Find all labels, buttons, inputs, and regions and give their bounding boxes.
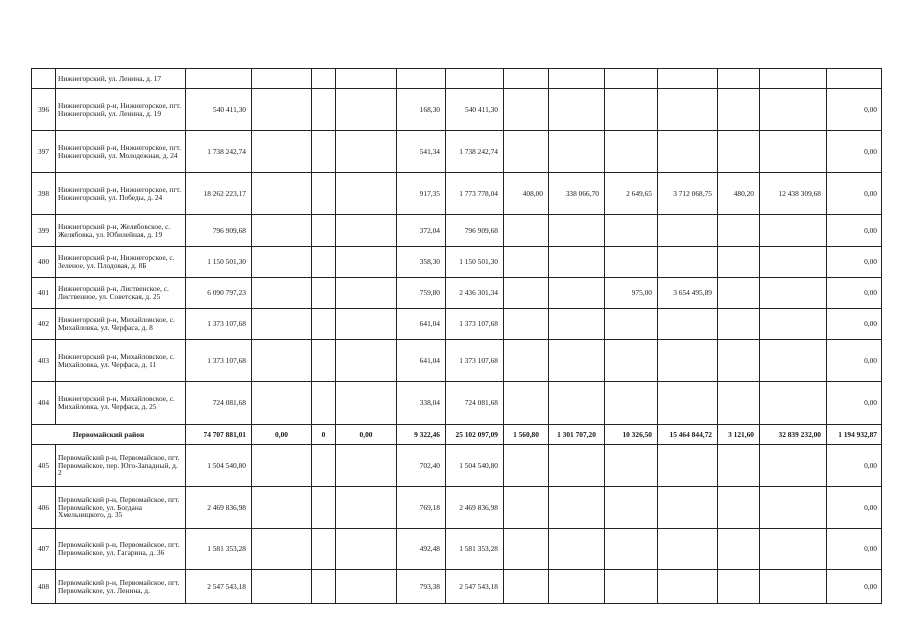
- cell: 12 438 309,68: [760, 173, 827, 215]
- cell: [504, 89, 549, 131]
- cell: [549, 309, 605, 340]
- cell: [312, 309, 336, 340]
- row-number: 401: [32, 278, 56, 309]
- cell: 1 560,80: [504, 425, 549, 445]
- cost-cell: 540 411,30: [186, 89, 252, 131]
- table-row: [32, 278, 882, 309]
- cell: 2 436 301,34: [446, 278, 504, 309]
- cell: 0,00: [827, 278, 882, 309]
- cell: 796 909,68: [446, 215, 504, 247]
- address-cell: Первомайский р-н, Первомайское, пгт. Первомайское, ул. Гагарина, д. 36: [56, 529, 186, 570]
- cell: [760, 278, 827, 309]
- cell: [312, 570, 336, 604]
- area-cell: 9 322,46: [397, 425, 446, 445]
- cell: [252, 309, 312, 340]
- row-number: 404: [32, 382, 56, 425]
- address-cell: Нижнегорский, ул. Ленина, д. 17: [56, 69, 186, 89]
- area-cell: 492,48: [397, 529, 446, 570]
- cell: [718, 340, 760, 382]
- area-cell: 338,04: [397, 382, 446, 425]
- cell: 724 081,68: [446, 382, 504, 425]
- cost-cell: [186, 69, 252, 89]
- cell: [336, 445, 397, 487]
- cell: 0,00: [827, 173, 882, 215]
- cell: 2 547 543,18: [446, 570, 504, 604]
- address-cell: Нижнегорский р-н, Михайловское, с. Михайловка, ул. Черфаса, д. 25: [56, 382, 186, 425]
- cell: 2 649,65: [605, 173, 658, 215]
- address-cell: Нижнегорский р-н, Нижнегорское, пгт. Нижнегорский, ул. Ленина, д. 19: [56, 89, 186, 131]
- cell: [760, 382, 827, 425]
- row-number: 402: [32, 309, 56, 340]
- cell: 25 102 097,09: [446, 425, 504, 445]
- register-table: [31, 68, 882, 604]
- cost-cell: 1 150 501,30: [186, 247, 252, 278]
- row-number: 406: [32, 487, 56, 529]
- table-row: [32, 131, 882, 173]
- cell: [252, 445, 312, 487]
- cost-cell: 796 909,68: [186, 215, 252, 247]
- table-row: [32, 309, 882, 340]
- cell: [718, 215, 760, 247]
- cell: [312, 69, 336, 89]
- cell: [658, 247, 718, 278]
- cell: [446, 69, 504, 89]
- row-number: 405: [32, 445, 56, 487]
- cell: [312, 445, 336, 487]
- cell: [504, 445, 549, 487]
- area-cell: 769,18: [397, 487, 446, 529]
- cell: 0,00: [252, 425, 312, 445]
- area-cell: [397, 69, 446, 89]
- cell: [549, 487, 605, 529]
- cell: [718, 382, 760, 425]
- cell: 0,00: [827, 382, 882, 425]
- cell: [504, 69, 549, 89]
- area-cell: 917,35: [397, 173, 446, 215]
- cell: 0,00: [827, 529, 882, 570]
- cell: [504, 382, 549, 425]
- cell: 3 712 068,75: [658, 173, 718, 215]
- cell: 1 773 778,04: [446, 173, 504, 215]
- cell: [760, 69, 827, 89]
- cell: [605, 215, 658, 247]
- cell: [549, 570, 605, 604]
- cell: 32 839 232,00: [760, 425, 827, 445]
- cell: [336, 382, 397, 425]
- cell: [252, 382, 312, 425]
- cost-cell: 18 262 223,17: [186, 173, 252, 215]
- cell: [718, 131, 760, 173]
- table-row: [32, 173, 882, 215]
- cell: [336, 215, 397, 247]
- cell: [658, 89, 718, 131]
- cell: [312, 382, 336, 425]
- cost-cell: 6 090 797,23: [186, 278, 252, 309]
- area-cell: 641,04: [397, 340, 446, 382]
- cell: [252, 173, 312, 215]
- cell: 1 373 107,68: [446, 340, 504, 382]
- cell: [605, 247, 658, 278]
- address-cell: Нижнегорский р-н, Лиственское, с. Лиственное, ул. Советская, д. 25: [56, 278, 186, 309]
- table-row: [32, 570, 882, 604]
- cell: [504, 131, 549, 173]
- district-name: Первомайский район: [32, 425, 186, 445]
- cell: [252, 570, 312, 604]
- cost-cell: 2 469 836,98: [186, 487, 252, 529]
- row-number: 398: [32, 173, 56, 215]
- area-cell: 358,30: [397, 247, 446, 278]
- address-cell: Нижнегорский р-н, Нижнегорское, пгт. Нижнегорский, ул. Молодежная, д. 24: [56, 131, 186, 173]
- address-cell: Нижнегорский р-н, Желябовское, с. Желябовка, ул. Юбилейная, д. 19: [56, 215, 186, 247]
- cell: [605, 382, 658, 425]
- cell: 1 194 932,87: [827, 425, 882, 445]
- cell: [549, 89, 605, 131]
- address-cell: Нижнегорский р-н, Нижнегорское, пгт. Нижнегорский, ул. Победы, д. 24: [56, 173, 186, 215]
- cell: [760, 487, 827, 529]
- cell: [718, 529, 760, 570]
- cell: [504, 529, 549, 570]
- cell: [336, 487, 397, 529]
- cell: 0: [312, 425, 336, 445]
- cell: [549, 340, 605, 382]
- cell: [605, 487, 658, 529]
- cell: [252, 247, 312, 278]
- cell: [312, 487, 336, 529]
- cell: [827, 69, 882, 89]
- cost-cell: 1 373 107,68: [186, 309, 252, 340]
- cell: [312, 173, 336, 215]
- cell: [549, 69, 605, 89]
- cell: [504, 487, 549, 529]
- cell: [312, 529, 336, 570]
- cell: [549, 445, 605, 487]
- cell: [312, 340, 336, 382]
- cell: [336, 131, 397, 173]
- row-number: [32, 69, 56, 89]
- cost-cell: 724 081,68: [186, 382, 252, 425]
- area-cell: 702,40: [397, 445, 446, 487]
- cell: [336, 89, 397, 131]
- cell: [718, 278, 760, 309]
- cell: [504, 247, 549, 278]
- table-row: [32, 340, 882, 382]
- cell: [658, 529, 718, 570]
- cell: [252, 131, 312, 173]
- cell: 1 581 353,28: [446, 529, 504, 570]
- cell: [718, 89, 760, 131]
- cell: [312, 278, 336, 309]
- cell: 2 469 836,98: [446, 487, 504, 529]
- table-row: [32, 529, 882, 570]
- cell: 1 373 107,68: [446, 309, 504, 340]
- cell: 1 150 501,30: [446, 247, 504, 278]
- cell: [760, 131, 827, 173]
- area-cell: 793,38: [397, 570, 446, 604]
- cell: [336, 69, 397, 89]
- cell: [718, 69, 760, 89]
- cost-cell: 1 373 107,68: [186, 340, 252, 382]
- cell: [658, 570, 718, 604]
- cell: 15 464 844,72: [658, 425, 718, 445]
- cell: [252, 487, 312, 529]
- cell: [760, 309, 827, 340]
- cell: 0,00: [827, 487, 882, 529]
- cell: [718, 487, 760, 529]
- cell: [658, 309, 718, 340]
- cell: [760, 529, 827, 570]
- cell: [718, 247, 760, 278]
- row-number: 403: [32, 340, 56, 382]
- address-cell: Первомайский р-н, Первомайское, пгт. Первомайское, ул. Богдана Хмельницкого, д. 35: [56, 487, 186, 529]
- table-row: [32, 247, 882, 278]
- cell: [658, 340, 718, 382]
- cell: 338 066,70: [549, 173, 605, 215]
- cell: [504, 340, 549, 382]
- cell: [312, 215, 336, 247]
- cell: [605, 69, 658, 89]
- cell: [336, 529, 397, 570]
- row-number: 408: [32, 570, 56, 604]
- table-row: [32, 69, 882, 89]
- cell: [549, 529, 605, 570]
- cell: 0,00: [827, 89, 882, 131]
- cell: [549, 382, 605, 425]
- table-row: [32, 445, 882, 487]
- address-cell: Нижнегорский р-н, Михайловское, с. Михайловка, ул. Черфаса, д. 11: [56, 340, 186, 382]
- cell: [718, 445, 760, 487]
- table-row: [32, 487, 882, 529]
- cell: [760, 215, 827, 247]
- cell: [605, 445, 658, 487]
- cell: [605, 529, 658, 570]
- cell: [252, 278, 312, 309]
- cost-cell: 74 707 881,01: [186, 425, 252, 445]
- cell: 0,00: [827, 570, 882, 604]
- cell: [760, 89, 827, 131]
- cell: 540 411,30: [446, 89, 504, 131]
- cost-cell: 1 504 540,80: [186, 445, 252, 487]
- cell: [658, 382, 718, 425]
- cell: [605, 89, 658, 131]
- area-cell: 168,30: [397, 89, 446, 131]
- cell: [658, 215, 718, 247]
- area-cell: 372,04: [397, 215, 446, 247]
- cell: [605, 570, 658, 604]
- cell: [336, 173, 397, 215]
- row-number: 399: [32, 215, 56, 247]
- row-number: 407: [32, 529, 56, 570]
- address-cell: Нижнегорский р-н, Нижнегорское, с. Зеленое, ул. Плодовая, д. 8Б: [56, 247, 186, 278]
- address-cell: Первомайский р-н, Первомайское, пгт. Первомайское, ул. Ленина, д.: [56, 570, 186, 604]
- address-cell: Первомайский р-н, Первомайское, пгт. Первомайское, пер. Юго-Западный, д. 2: [56, 445, 186, 487]
- cell: [760, 445, 827, 487]
- table-row: [32, 382, 882, 425]
- cell: 480,20: [718, 173, 760, 215]
- cell: 1 738 242,74: [446, 131, 504, 173]
- address-cell: Нижнегорский р-н, Михайловское, с. Михайловка, ул. Черфаса, д. 8: [56, 309, 186, 340]
- cell: [504, 278, 549, 309]
- cell: [252, 89, 312, 131]
- cell: 0,00: [336, 425, 397, 445]
- cell: [336, 570, 397, 604]
- cell: [252, 340, 312, 382]
- cell: [549, 247, 605, 278]
- cell: [760, 340, 827, 382]
- cell: [336, 278, 397, 309]
- cost-cell: 2 547 543,18: [186, 570, 252, 604]
- cell: [718, 570, 760, 604]
- cell: 10 326,50: [605, 425, 658, 445]
- cell: [336, 309, 397, 340]
- area-cell: 759,80: [397, 278, 446, 309]
- table-row: [32, 89, 882, 131]
- cell: [658, 487, 718, 529]
- district-summary-row: [32, 425, 882, 445]
- cell: [504, 570, 549, 604]
- cell: 0,00: [827, 247, 882, 278]
- cell: 1 301 707,20: [549, 425, 605, 445]
- area-cell: 641,04: [397, 309, 446, 340]
- cell: [760, 247, 827, 278]
- cell: [605, 340, 658, 382]
- cell: [718, 309, 760, 340]
- cell: 0,00: [827, 445, 882, 487]
- cost-cell: 1 738 242,74: [186, 131, 252, 173]
- row-number: 396: [32, 89, 56, 131]
- cell: [312, 131, 336, 173]
- cell: 975,00: [605, 278, 658, 309]
- cell: [658, 445, 718, 487]
- row-number: 400: [32, 247, 56, 278]
- cell: 1 504 540,80: [446, 445, 504, 487]
- cell: 0,00: [827, 131, 882, 173]
- row-number: 397: [32, 131, 56, 173]
- cell: [658, 131, 718, 173]
- cell: [312, 247, 336, 278]
- cost-cell: 1 581 353,28: [186, 529, 252, 570]
- cell: [336, 247, 397, 278]
- cell: [252, 69, 312, 89]
- cell: [549, 131, 605, 173]
- cell: [658, 69, 718, 89]
- cell: 3 654 495,89: [658, 278, 718, 309]
- table-row: [32, 215, 882, 247]
- cell: [549, 278, 605, 309]
- cell: [504, 309, 549, 340]
- cell: [312, 89, 336, 131]
- cell: [252, 529, 312, 570]
- cell: [549, 215, 605, 247]
- cell: [605, 131, 658, 173]
- cell: [760, 570, 827, 604]
- cell: [504, 215, 549, 247]
- cell: [336, 340, 397, 382]
- cell: 0,00: [827, 309, 882, 340]
- cell: 408,00: [504, 173, 549, 215]
- cell: [252, 215, 312, 247]
- cell: 3 121,60: [718, 425, 760, 445]
- area-cell: 541,34: [397, 131, 446, 173]
- cell: 0,00: [827, 215, 882, 247]
- cell: [605, 309, 658, 340]
- cell: 0,00: [827, 340, 882, 382]
